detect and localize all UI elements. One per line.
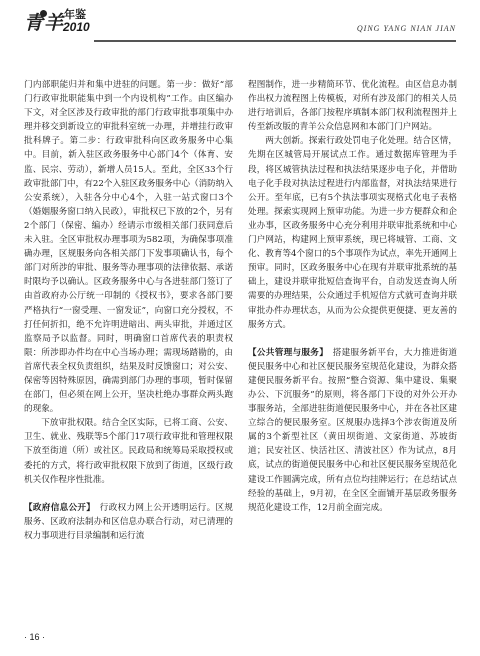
section-text-public-service: 搭建服务新平台，大力推进街道便民服务中心和社区便民服务室规范化建设，为群众搭建便民服务新平台。按照“整合资源、集中建设、集聚办公、下沉服务”的原则，将各部门下设的对外公开办事服务站，全部进驻街道便民服务中心，并在各社区建立综合的便民服务室。区规服办选择3个涉农街道及所属的3个新型社区（黄田坝街道、文家街道、苏坡街道；民安社区、快活社区、清波社区）作为试点，8月底，试点的街道便民服务中心和社区便民服务室规范化建设工作圆满完成，所有点位均挂牌运行；在总结试点经验的基础上，9月初，在全区全面铺开基层政务服务规范化建设工作，12月前全面完成。 xyxy=(248,347,457,513)
section-title-govinfo: 【政府信息公开】 xyxy=(24,502,91,513)
yearbook-logo xyxy=(24,8,90,36)
header-english-title: QING YANG NIAN JIAN xyxy=(356,24,456,33)
left-paragraph-1: 门内部职能归并和集中进驻的问题。第一步：做好“部门行政审批职能集中到一个内设机构”工作。由区编办下文，对全区涉及行政审批的部门行政审批事项集中办理并移交到新设立的审批科室统一办理，并增挂行政审批科牌子。第二步：行政审批科向区政务服务中心集中。目前，新入驻区政务服务中心部门4个（体育、安监、民宗、劳动），新增人员15人。至此，全区33个行政审批部门中，有22个入驻区政务服务中心（消防纳入公安系统），入驻各分中心4个，入驻一站式窗口3个（婚姻服务窗口纳入民政），审批权已下放的2个，另有2个部门（保密、编办）经请示市级相关部门获同意后未入驻。全区审批权办理事项为582项，为确保事项准确办理，区规服务向各相关部门下发事项确认书，每个部门对所涉的审批、服务等办理事项的法律依据、承诺时限均予以确认。区政务服务中心与各进驻部门签订了由首政府办公厅统一印制的《授权书》，要求各部门要严格执行“一窗受理、一窗发证”，向窗口充分授权，不打任何折扣，绝不允许明进暗出、两头审批，并通过区监察局予以监督。同时，明确窗口首席代表的职责权限：所涉即办件均在中心当场办理；需现场踏勘的，由首席代表全权负责组织，结果及时反馈窗口；对公安、保密等因特殊原因，确需到部门办理的事项，暂时保留在部门，但必须在网上公开，坚决杜绝办事群众两头跑的现象。 xyxy=(24,80,233,415)
logo-year: 2010 xyxy=(63,20,90,34)
right-paragraph-1: 程图制作，进一步精简环节、优化流程。由区信息办制作出权力流程图上传模板，对所有涉及部门的相关人员进行培训后，各部门按程序填制本部门权利流程图并上传至新改版的青羊公众信息网和本部门门户网站。 xyxy=(248,80,457,133)
page-header xyxy=(24,8,456,42)
header-rule xyxy=(94,40,456,42)
logo-subtitle: 年鉴 xyxy=(64,8,86,21)
logo-title: 青羊 xyxy=(24,12,65,34)
section-gap xyxy=(24,487,233,501)
section-text-govinfo: 行政权力网上公开透明运行。区规服务、区政府法制办和区信息办联合行动，对已清理的权力事项进行目录编制和运行流 xyxy=(24,502,233,541)
section-public-service xyxy=(248,346,457,515)
right-paragraph-2: 两大创新。探索行政处罚电子化处理。结合区情，先期在区城管局开展试点工作。通过数据库管理为手段，将区城管执法过程和执法结果逐步电子化，并借助电子化手段对执法过程进行内部监督，对执法结果进行公开。至年底，已有5个执法事项实现格式化电子表格处理。探索实现网上预审功能。为进一步方便群众和企业办事，区政务服务中心充分利用并联审批系统和中心门户网站，构建网上预审系统，现已将城管、工商、文化、教育等4个窗口的5个事项作为试点，率先开通网上预审。同时，区政务服务中心在现有并联审批系统的基础上，建设并联审批短信查询平台，自动发送查询人所需要的办理结果，公众通过手机短信方式就可查询并联审批办件办理状态，从而为公众提供更便捷、更友善的服务方式。 xyxy=(248,136,457,330)
section-title-public-service: 【公共管理与服务】 xyxy=(248,347,324,358)
section-gap xyxy=(248,332,457,346)
page-number: · 16 · xyxy=(24,632,46,642)
right-column xyxy=(248,78,457,515)
section-govinfo xyxy=(24,501,233,543)
left-column xyxy=(24,78,233,543)
left-paragraph-2: 下放审批权限。结合全区实际，已将工商、公安、卫生、就业、残联等5个部门17项行政审批和管理权限下放至街道（所）或社区。民政局和统筹局采取授权或委托的方式，将行政审批权限下放到了街道，区级行政机关仅作程序性批准。 xyxy=(24,418,233,485)
